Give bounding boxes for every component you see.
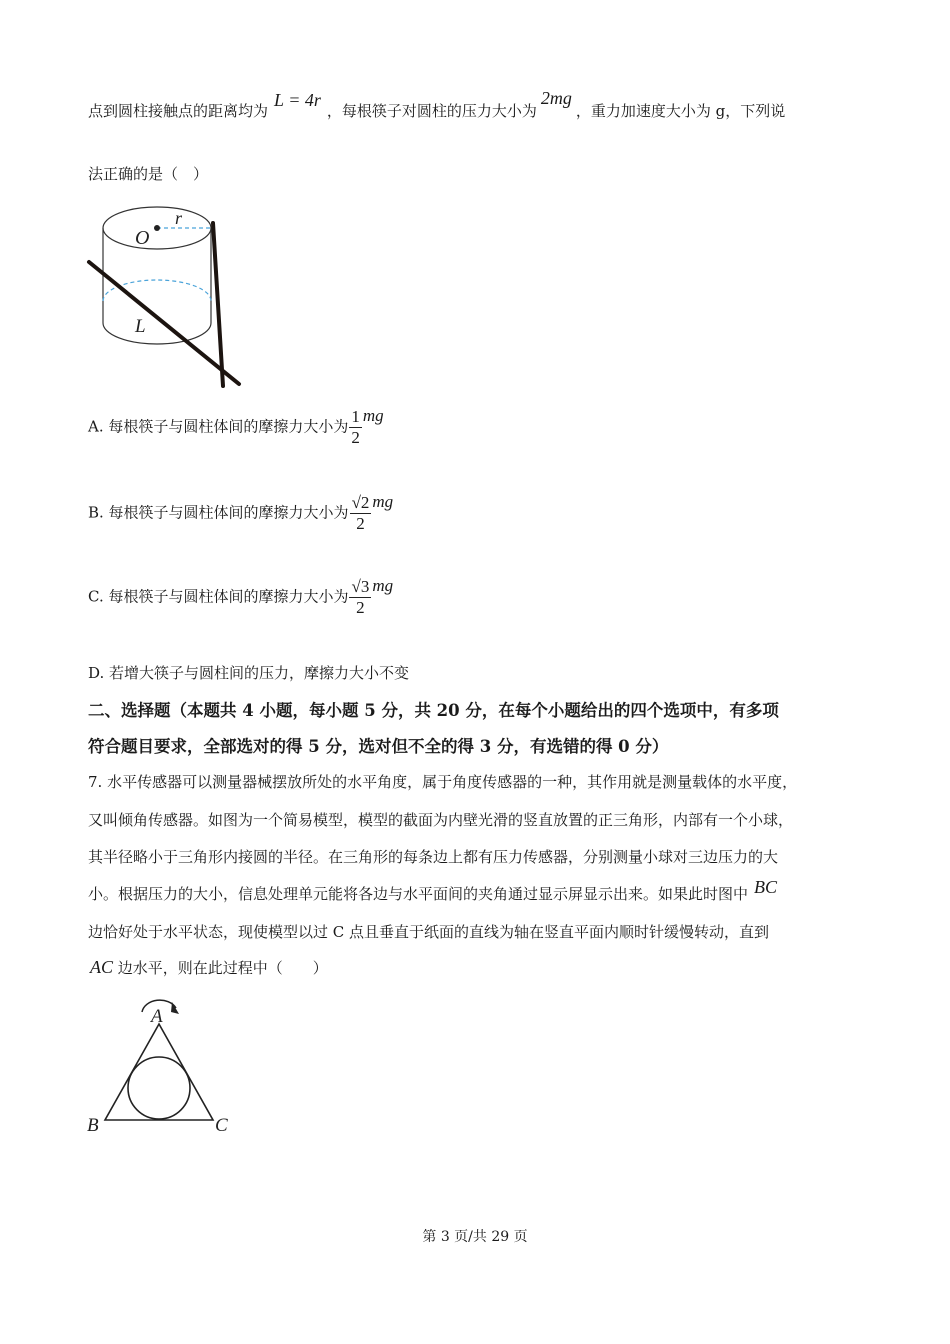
q6-length-formula: L = 4r (274, 90, 321, 110)
q6-stem-text-a: 点到圆柱接触点的距离均为 (88, 102, 269, 120)
option-a-numerator: 1 (351, 407, 360, 426)
q6-stem-line1 (88, 88, 786, 121)
q6-option-c[interactable] (88, 577, 393, 618)
q7-line6 (88, 957, 328, 978)
option-b-fraction (350, 493, 372, 534)
option-a-fraction (349, 407, 362, 448)
q7-bc-label: BC (754, 877, 778, 897)
cylinder-mid-dashed-arc (103, 280, 211, 301)
option-a-denominator: 2 (351, 428, 360, 447)
section2-heading-line1: 二、选择题（本题共 4 小题，每小题 5 分，共 20 分，在每个小题给出的四个选项中，有多项 (88, 701, 779, 720)
q6-option-d[interactable]: D. 若增大筷子与圆柱间的压力，摩擦力大小不变 (88, 664, 410, 682)
q6-stem-text-c: ，重力加速度大小为 g，下列说 (575, 102, 786, 120)
option-b-numerator: √2 (351, 493, 370, 512)
label-A: A (151, 1006, 163, 1027)
option-b-denominator: 2 (356, 514, 365, 533)
option-c-fraction (349, 577, 371, 618)
triangle-ABC (105, 1024, 213, 1120)
q7-line3: 其半径略小于三角形内接圆的半径。在三角形的每条边上都有压力传感器，分别测量小球对三边压力的大 (88, 848, 779, 866)
q7-line5: 边恰好处于水平状态，现使模型以过 C 点且垂直于纸面的直线为轴在竖直平面内顺时针缓慢转动，直到 (88, 923, 770, 941)
q6-option-a[interactable] (88, 407, 384, 448)
q7-line2: 又叫倾角传感器。如图为一个简易模型，模型的截面为内壁光滑的竖直放置的正三角形，内部有一个小球， (88, 811, 794, 829)
q6-pressure-formula: 2mg (540, 88, 572, 108)
q7-line4-text: 小。根据压力的大小，信息处理单元能将各边与水平面间的夹角通过显示屏显示出来。如果此时图中 (88, 885, 749, 903)
label-C: C (215, 1115, 228, 1136)
option-a-text: A. 每根筷子与圆柱体间的摩擦力大小为 (88, 417, 349, 436)
q6-cylinder-figure (80, 195, 250, 395)
q7-ac-label: AC (90, 957, 114, 977)
option-c-numerator: √3 (351, 577, 370, 596)
label-B: B (87, 1115, 99, 1136)
label-L: L (135, 316, 146, 337)
q7-line4 (88, 877, 778, 904)
option-c-mg: mg (372, 575, 394, 595)
rotation-arrow-head (171, 1002, 179, 1014)
option-b-text: B. 每根筷子与圆柱体间的摩擦力大小为 (88, 503, 349, 522)
option-c-text: C. 每根筷子与圆柱体间的摩擦力大小为 (88, 587, 349, 606)
option-a-mg: mg (362, 405, 384, 425)
q6-stem-line2: 法正确的是（ ） (88, 165, 209, 183)
label-O: O (135, 227, 150, 249)
q7-line6-text: 边水平，则在此过程中（ ） (113, 959, 328, 977)
page-footer: 第 3 页/共 29 页 (422, 1229, 528, 1245)
section2-heading-line2: 符合题目要求，全部选对的得 5 分，选对但不全的得 3 分，有选错的得 0 分） (88, 737, 669, 756)
cylinder-bottom-arc (103, 323, 211, 344)
center-point-O (154, 225, 160, 231)
q6-stem-text-b: ，每根筷子对圆柱的压力大小为 (326, 102, 537, 120)
option-b-mg: mg (372, 491, 394, 511)
q7-triangle-figure (80, 990, 250, 1140)
q6-option-b[interactable] (88, 493, 393, 534)
q7-line1: 7. 水平传感器可以测量器械摆放所处的水平角度，属于角度传感器的一种，其作用就是测量载体的水平度， (88, 773, 798, 791)
label-r: r (175, 208, 183, 228)
option-c-denominator: 2 (356, 598, 365, 617)
inscribed-ball (128, 1057, 190, 1119)
